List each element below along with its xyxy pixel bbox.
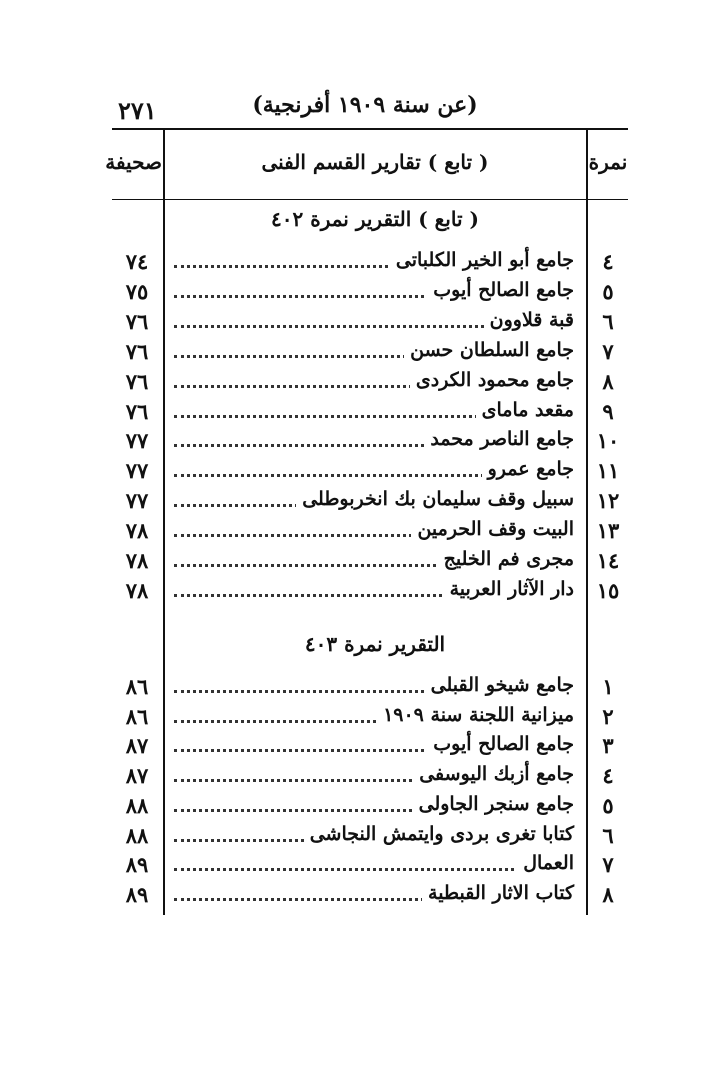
entry-number: ٤	[602, 763, 614, 788]
toc-entry	[112, 247, 628, 277]
entry-number: ٥	[602, 793, 614, 818]
toc-entry	[112, 576, 628, 606]
entry-number: ١٢	[596, 488, 620, 513]
entry-page: ٨٨	[125, 793, 149, 818]
toc-entry	[112, 880, 628, 910]
entry-page: ٧٦	[125, 399, 149, 424]
section-title: ( تابع ) التقرير نمرة ٤٠٢	[271, 207, 479, 231]
entry-page: ٨٩	[125, 882, 149, 907]
entry-title: جامع شيخو القبلى	[425, 674, 574, 696]
entry-page: ٧٦	[125, 339, 149, 364]
entry-number: ٢	[602, 704, 614, 729]
page-column-heading: صحيفة	[105, 150, 162, 174]
toc-entry	[112, 850, 628, 880]
entry-title: العمال	[517, 852, 574, 874]
entry-title: جامع عمرو	[482, 458, 574, 480]
toc-entry	[112, 367, 628, 397]
entry-page: ٧٦	[125, 309, 149, 334]
top-rule	[112, 128, 628, 130]
entry-number: ٨	[602, 882, 614, 907]
entry-page: ٧٧	[125, 428, 149, 453]
page-number: ٢٧١	[118, 96, 157, 125]
toc-entry	[112, 397, 628, 427]
toc-entry	[112, 546, 628, 576]
toc-entry	[112, 731, 628, 761]
entry-page: ٨٦	[125, 704, 149, 729]
entry-page: ٨٨	[125, 823, 149, 848]
header-rule	[112, 199, 628, 200]
toc-entry	[112, 486, 628, 516]
entry-number: ٦	[602, 823, 614, 848]
entry-page: ٨٧	[125, 763, 149, 788]
entry-number: ٥	[602, 279, 614, 304]
toc-entry	[112, 761, 628, 791]
entry-title: ميزانية اللجنة سنة ١٩٠٩	[377, 704, 574, 726]
entry-page: ٧٦	[125, 369, 149, 394]
entry-title: دار الآثار العربية	[444, 578, 574, 600]
entry-title: جامع الصالح أيوب	[427, 733, 574, 755]
entry-title: قبة قلاوون	[484, 309, 574, 331]
entry-title: البيت وقف الحرمين	[411, 518, 574, 540]
entry-page: ٨٧	[125, 733, 149, 758]
section-title: التقرير نمرة ٤٠٣	[304, 632, 446, 656]
entry-title: جامع محمود الكردى	[410, 369, 574, 391]
toc-entry	[112, 672, 628, 702]
entry-title: كتاب الاثار القبطية	[422, 882, 574, 904]
number-column-heading: نمرة	[588, 150, 628, 174]
entry-title: جامع السلطان حسن	[404, 339, 574, 361]
entry-number: ١٥	[596, 578, 620, 603]
entry-number: ٧	[602, 852, 614, 877]
entry-title: جامع الناصر محمد	[424, 428, 574, 450]
entry-title: جامع أبو الخير الكلباتى	[390, 249, 574, 271]
entry-number: ٨	[602, 369, 614, 394]
toc-entry	[112, 307, 628, 337]
entry-number: ٤	[602, 249, 614, 274]
entry-number: ٩	[602, 399, 614, 424]
entry-title: مجرى فم الخليج	[438, 548, 574, 570]
entry-number: ١٠	[596, 428, 620, 453]
toc-entry	[112, 791, 628, 821]
running-title: (عن سنة ١٩٠٩ أفرنجية)	[252, 92, 478, 118]
description-column-heading: ( تابع ) تقارير القسم الفنى	[261, 150, 489, 174]
dot-leader	[174, 868, 574, 871]
entry-page: ٨٩	[125, 852, 149, 877]
entry-page: ٧٨	[125, 578, 149, 603]
entry-title: جامع الصالح أيوب	[427, 279, 574, 301]
entry-number: ٧	[602, 339, 614, 364]
toc-entry	[112, 702, 628, 732]
toc-entry	[112, 277, 628, 307]
entry-number: ١٤	[596, 548, 620, 573]
toc-entry	[112, 456, 628, 486]
entry-page: ٧٤	[125, 249, 149, 274]
toc-entry	[112, 821, 628, 851]
entry-title: جامع سنجر الجاولى	[413, 793, 574, 815]
toc-entry	[112, 426, 628, 456]
entry-page: ٧٨	[125, 518, 149, 543]
entry-number: ٣	[602, 733, 614, 758]
entry-number: ٦	[602, 309, 614, 334]
entry-page: ٧٧	[125, 488, 149, 513]
entry-page: ٨٦	[125, 674, 149, 699]
toc-entry	[112, 337, 628, 367]
entry-title: سبيل وقف سليمان بك انخربوطلى	[296, 488, 574, 510]
entry-page: ٧٥	[125, 279, 149, 304]
entry-number: ١	[602, 674, 614, 699]
entry-title: جامع أزبك اليوسفى	[413, 763, 574, 785]
entry-title: كتابا تغرى بردى وايتمش النجاشى	[304, 823, 574, 845]
toc-entry	[112, 516, 628, 546]
entry-title: مقعد ماماى	[476, 399, 574, 421]
entry-page: ٧٧	[125, 458, 149, 483]
entry-page: ٧٨	[125, 548, 149, 573]
entry-number: ١١	[596, 458, 620, 483]
entry-number: ١٣	[596, 518, 620, 543]
